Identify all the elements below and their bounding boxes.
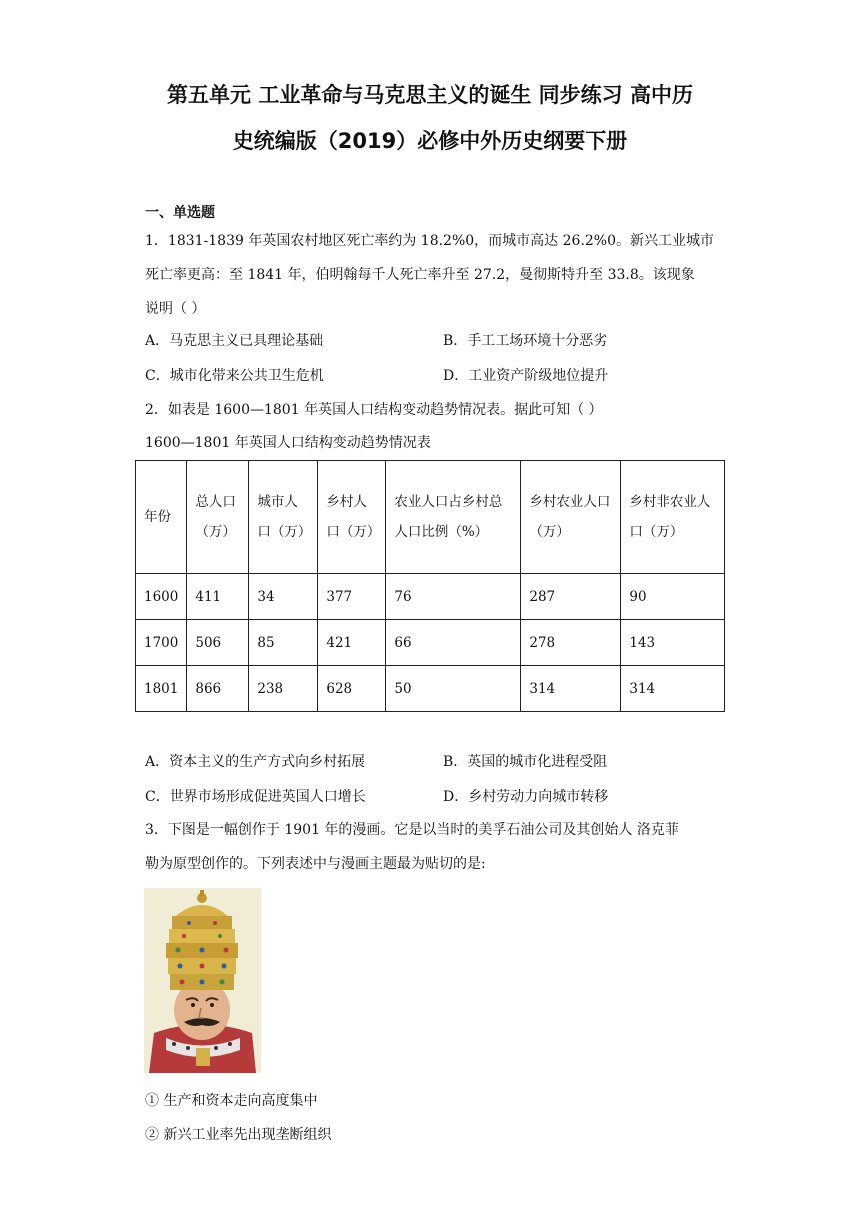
question-1-line: 死亡率更高：至 1841 年，伯明翰每千人死亡率升至 27.2，曼彻斯特升至 33.8。该现象 [145,267,695,283]
header-cell: 农业人口占乡村总人口比例（%） [386,461,521,574]
table-cell: 421 [318,620,386,666]
table-cell: 628 [318,666,386,712]
table-cell: 85 [249,620,318,666]
table-row [136,574,725,620]
question-1-option-d[interactable]: D．工业资产阶级地位提升 [443,368,609,384]
header-cell: 年份 [136,461,187,574]
table-row [136,666,725,712]
question-1-option-c[interactable]: C．城市化带来公共卫生危机 [145,368,324,384]
table-cell: 76 [386,574,521,620]
table-cell: 314 [621,666,725,712]
table-title: 1600—1801 年英国人口结构变动趋势情况表 [145,435,431,451]
table-cell: 866 [187,666,249,712]
table-cell: 90 [621,574,725,620]
table-cell: 1700 [136,620,187,666]
table-cell: 34 [249,574,318,620]
title-line-2: 史统编版（2019）必修中外历史纲要下册 [232,129,628,153]
question-1-stem [145,224,730,326]
question-3-item-1: ① 生产和资本走向高度集中 [145,1093,318,1109]
section-heading: 一、单选题 [145,205,215,221]
header-cell: 乡村人口（万） [318,461,386,574]
table-header-row [136,461,725,574]
table-cell: 1600 [136,574,187,620]
header-cell: 乡村非农业人口（万） [621,461,725,574]
table-cell: 278 [521,620,621,666]
document-title [80,72,780,164]
table-cell: 287 [521,574,621,620]
table-cell: 314 [521,666,621,712]
question-3-stem [145,813,730,881]
question-3-item-2: ② 新兴工业率先出现垄断组织 [145,1127,332,1143]
title-line-1: 第五单元 工业革命与马克思主义的诞生 同步练习 高中历 [167,83,693,107]
table-row [136,620,725,666]
table-cell: 238 [249,666,318,712]
table-cell: 50 [386,666,521,712]
question-1-option-b[interactable]: B．手工工场环境十分恶劣 [443,333,608,349]
question-2-option-d[interactable]: D．乡村劳动力向城市转移 [443,789,609,805]
rockefeller-cartoon-image [144,888,261,1073]
question-2-option-c[interactable]: C．世界市场形成促进英国人口增长 [145,789,366,805]
table-cell: 66 [386,620,521,666]
question-1-line: 说明（ ） [145,301,206,317]
question-2-option-a[interactable]: A．资本主义的生产方式向乡村拓展 [145,754,366,770]
table-cell: 377 [318,574,386,620]
header-cell: 城市人口（万） [249,461,318,574]
question-1-option-a[interactable]: A．马克思主义已具理论基础 [145,333,324,349]
header-cell: 乡村农业人口（万） [521,461,621,574]
question-3-line: 3．下图是一幅创作于 1901 年的漫画。它是以当时的美孚石油公司及其创始人 洛克菲 [145,822,679,838]
table-cell: 143 [621,620,725,666]
table-cell: 506 [187,620,249,666]
population-table [135,460,725,712]
question-3-line: 勒为原型创作的。下列表述中与漫画主题最为贴切的是: [145,856,486,872]
question-2-stem: 2．如表是 1600—1801 年英国人口结构变动趋势情况表。据此可知（ ） [145,402,603,418]
header-cell: 总人口（万） [187,461,249,574]
table-cell: 411 [187,574,249,620]
question-2-option-b[interactable]: B．英国的城市化进程受阻 [443,754,608,770]
table-cell: 1801 [136,666,187,712]
question-1-line: 1．1831-1839 年英国农村地区死亡率约为 18.2%0，而城市高达 26.2%0。新兴工业城市 [145,233,715,249]
